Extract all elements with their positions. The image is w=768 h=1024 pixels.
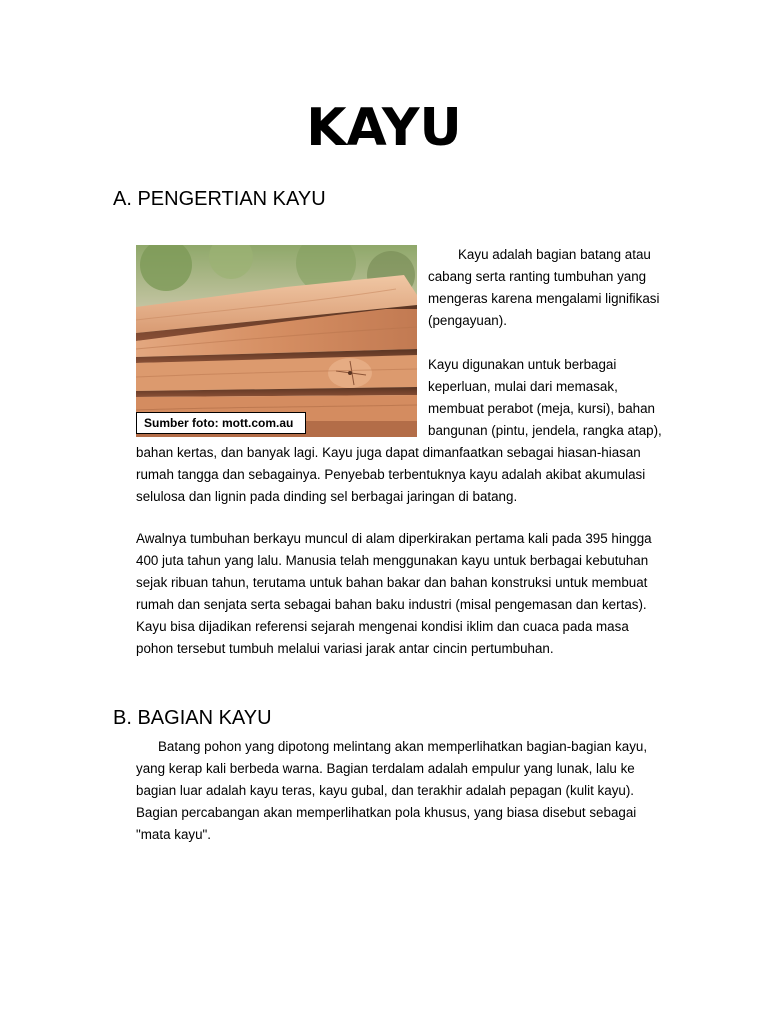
body-line: bagian luar adalah kayu teras, kayu gubal, dan terakhir adalah pepagan (kulit kayu).: [136, 783, 635, 798]
lumber-photo: [136, 245, 417, 437]
body-line: selulosa dan lignin pada dinding sel berbagai jaringan di batang.: [136, 489, 518, 504]
body-line: rumah dan senjata serta sebagai bahan baku industri (misal pengemasan dan kertas).: [136, 597, 647, 612]
intro-line: membuat perabot (meja, kursi), bahan: [428, 401, 656, 416]
intro-line: cabang serta ranting tumbuhan yang: [428, 269, 647, 284]
image-caption: Sumber foto: mott.com.au: [136, 412, 306, 434]
intro-paragraph-right: [428, 244, 678, 442]
body-line: Bagian percabangan akan memperlihatkan pola khusus, yang biasa disebut sebagai: [136, 805, 637, 820]
body-line: Kayu bisa dijadikan referensi sejarah mengenai kondisi iklim dan cuaca pada masa: [136, 619, 629, 634]
intro-line: (pengayuan).: [428, 313, 507, 328]
parts-paragraph: [136, 736, 676, 846]
lumber-photo-graphic: [136, 245, 417, 437]
body-line: pohon tersebut tumbuh melalui variasi jarak antar cincin pertumbuhan.: [136, 641, 554, 656]
section-b-heading: B. BAGIAN KAYU: [113, 707, 272, 729]
history-paragraph: [136, 528, 676, 660]
intro-line: mengeras karena mengalami lignifikasi: [428, 291, 660, 306]
body-line: yang kerap kali berbeda warna. Bagian terdalam adalah empulur yang lunak, lalu ke: [136, 761, 635, 776]
intro-line: bangunan (pintu, jendela, rangka atap),: [428, 423, 662, 438]
body-line: bahan kertas, dan banyak lagi. Kayu juga dapat dimanfaatkan sebagai hiasan-hiasan: [136, 445, 641, 460]
intro-line: Kayu adalah bagian batang atau: [458, 247, 651, 262]
intro-line: keperluan, mulai dari memasak,: [428, 379, 618, 394]
intro-paragraph-continued: [136, 442, 676, 508]
section-a-heading: A. PENGERTIAN KAYU: [113, 188, 326, 210]
body-line: 400 juta tahun yang lalu. Manusia telah menggunakan kayu untuk berbagai kebutuhan: [136, 553, 649, 568]
body-line: "mata kayu".: [136, 827, 212, 842]
document-title: KAYU: [306, 98, 462, 158]
blank-line: [428, 332, 678, 354]
body-line: rumah tangga dan sebagainya. Penyebab terbentuknya kayu adalah akibat akumulasi: [136, 467, 646, 482]
intro-line: Kayu digunakan untuk berbagai: [428, 357, 617, 372]
body-line: Awalnya tumbuhan berkayu muncul di alam diperkirakan pertama kali pada 395 hingga: [136, 531, 652, 546]
body-line: Batang pohon yang dipotong melintang akan memperlihatkan bagian-bagian kayu,: [158, 739, 648, 754]
body-line: sejak ribuan tahun, terutama untuk bahan bakar dan bahan konstruksi untuk membuat: [136, 575, 648, 590]
